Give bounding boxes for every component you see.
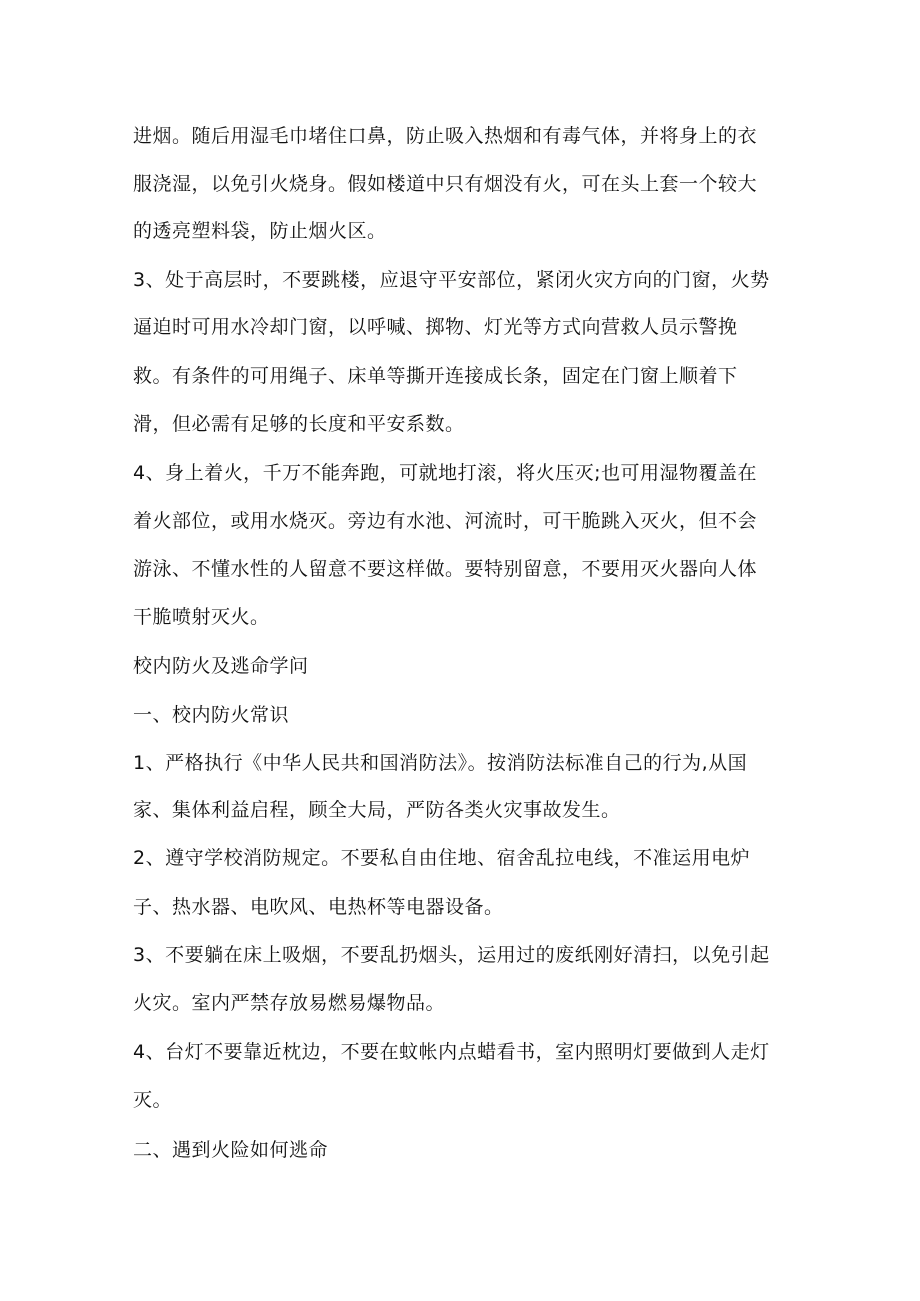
text-line: 干脆喷射灭火。 — [133, 606, 270, 628]
text-line: 4、身上着火，千万不能奔跑，可就地打滚，将火压灭;也可用湿物覆盖在 — [133, 462, 757, 484]
text-line: 进烟。随后用湿毛巾堵住口鼻，防止吸入热烟和有毒气体，并将身上的衣 — [133, 125, 758, 147]
text-line: 2、遵守学校消防规定。不要私自由住地、宿舍乱拉电线，不准运用电炉 — [133, 847, 751, 869]
text-line: 逼迫时可用水冷却门窗，以呼喊、掷物、灯光等方式向营救人员示警挽 — [133, 316, 738, 338]
text-line: 3、不要躺在床上吸烟，不要乱扔烟头，运用过的废纸刚好清扫，以免引起 — [133, 944, 770, 966]
text-line: 灭。 — [133, 1089, 173, 1111]
text-line: 家、集体利益启程，顾全大局，严防各类火灾事故发生。 — [133, 799, 621, 821]
text-line: 救。有条件的可用绳子、床单等撕开连接成长条，固定在门窗上顺着下 — [133, 365, 738, 387]
text-line: 的透亮塑料袋，防止烟火区。 — [133, 220, 387, 242]
text-line: 4、台灯不要靠近枕边，不要在蚊帐内点蜡看书，室内照明灯要做到人走灯 — [133, 1041, 770, 1063]
text-line: 着火部位，或用水烧灭。旁边有水池、河流时，可干脆跳入灭火，但不会 — [133, 510, 758, 532]
section-heading: 一、校内防火常识 — [133, 704, 290, 726]
text-line: 服浇湿，以免引火烧身。假如楼道中只有烟没有火，可在头上套一个较大 — [133, 173, 758, 195]
text-line: 子、热水器、电吹风、电热杯等电器设备。 — [133, 896, 504, 918]
text-line: 滑，但必需有足够的长度和平安系数。 — [133, 413, 465, 435]
section-heading: 二、遇到火险如何逃命 — [133, 1139, 329, 1161]
text-line: 火灾。室内严禁存放易燃易爆物品。 — [133, 992, 446, 1014]
text-line: 3、处于高层时，不要跳楼，应退守平安部位，紧闭火灾方向的门窗，火势 — [133, 269, 770, 291]
text-line: 1、严格执行《中华人民共和国消防法》。按消防法标准自己的行为,从国 — [133, 752, 748, 774]
section-title: 校内防火及逃命学问 — [133, 655, 309, 677]
text-line: 游泳、不懂水性的人留意不要这样做。要特别留意，不要用灭火器向人体 — [133, 558, 758, 580]
